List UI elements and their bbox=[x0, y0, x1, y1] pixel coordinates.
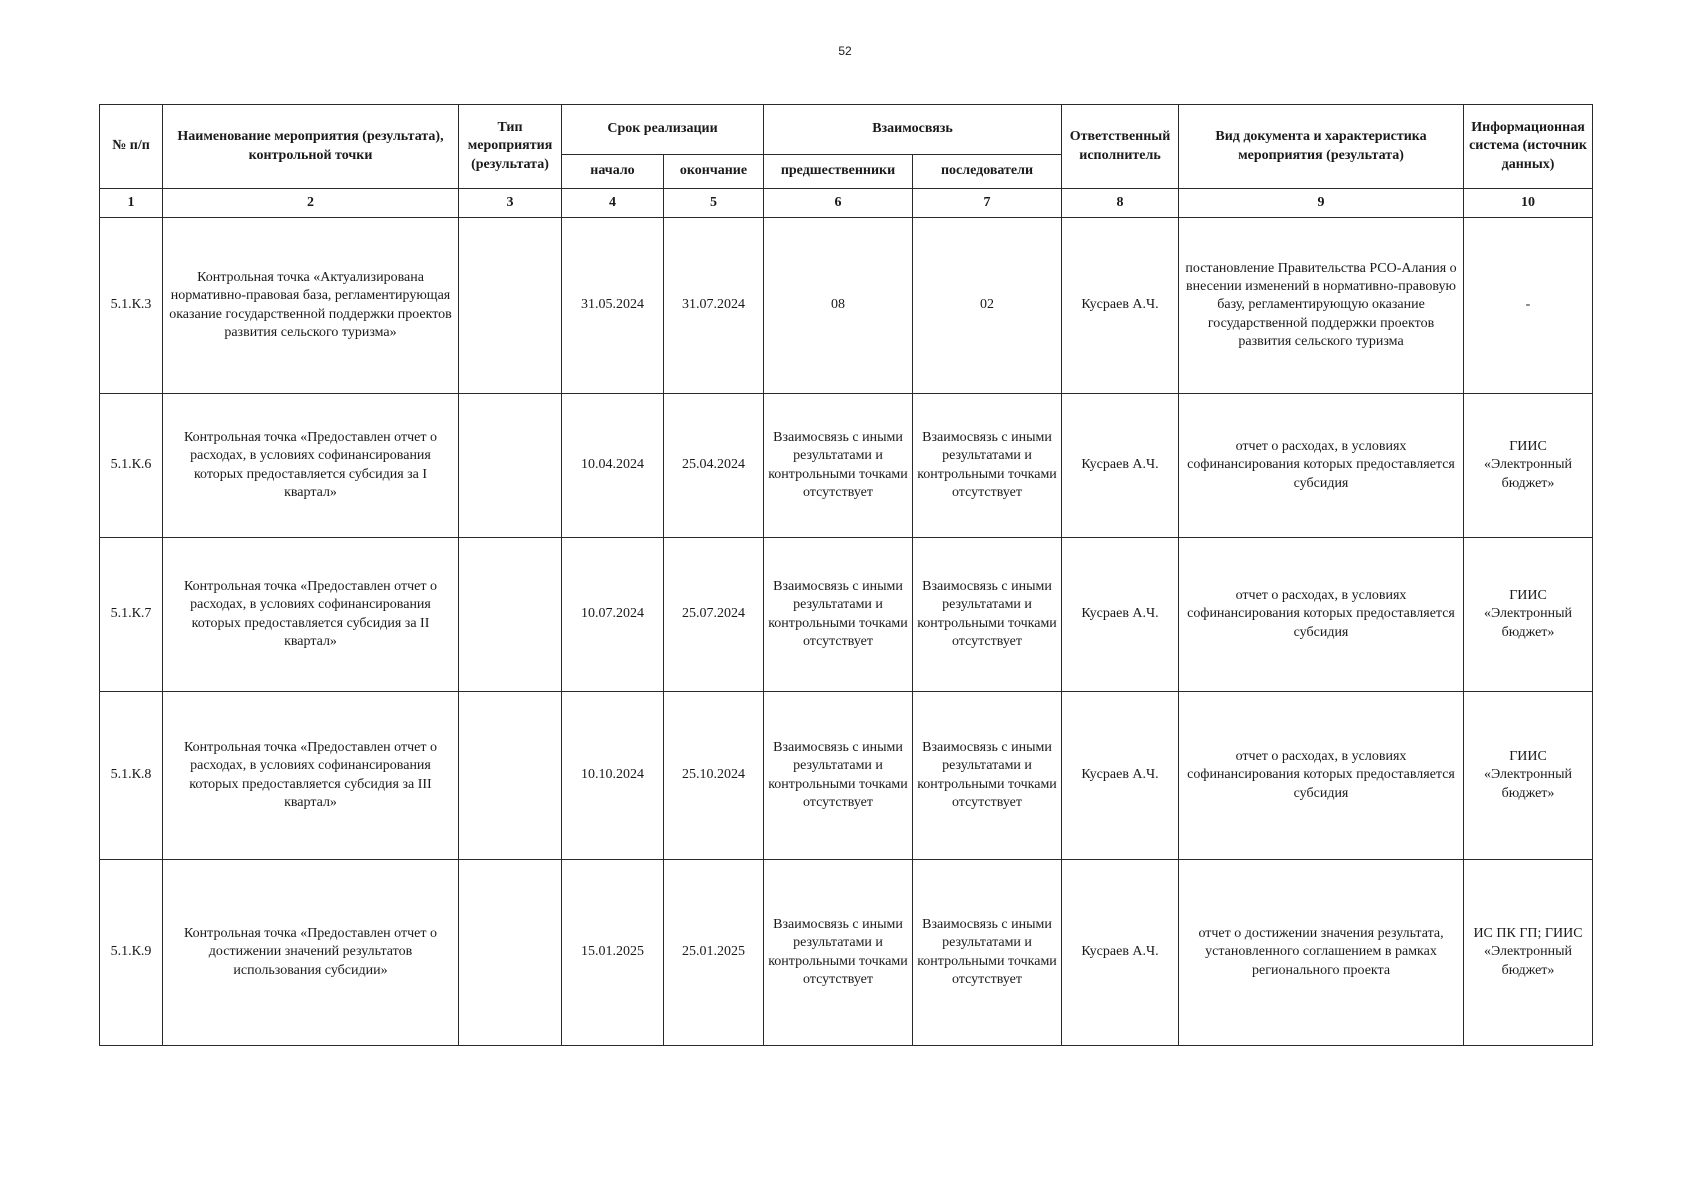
header-period: Срок реализации bbox=[562, 105, 764, 155]
table-header-row bbox=[100, 105, 1593, 155]
header-predecessors: предшественники bbox=[764, 155, 913, 189]
column-number: 5 bbox=[664, 189, 764, 218]
row-end: 25.04.2024 bbox=[664, 394, 764, 538]
row-id: 5.1.К.3 bbox=[100, 218, 163, 394]
row-name: Контрольная точка «Предоставлен отчет о расходах, в условиях софинансирования которых предоставляется субсидия за III квартал» bbox=[163, 692, 459, 860]
row-start: 15.01.2025 bbox=[562, 860, 664, 1046]
column-number-row bbox=[100, 189, 1593, 218]
row-successors: Взаимосвязь с иными результатами и контрольными точками отсутствует bbox=[913, 692, 1062, 860]
header-doc: Вид документа и характеристика мероприятия (результата) bbox=[1179, 105, 1464, 189]
row-responsible: Кусраев А.Ч. bbox=[1062, 538, 1179, 692]
row-type bbox=[459, 692, 562, 860]
header-num: № п/п bbox=[100, 105, 163, 189]
row-name: Контрольная точка «Предоставлен отчет о достижении значений результатов использования субсидии» bbox=[163, 860, 459, 1046]
column-number: 8 bbox=[1062, 189, 1179, 218]
table-row bbox=[100, 860, 1593, 1046]
table-row bbox=[100, 538, 1593, 692]
row-predecessors: Взаимосвязь с иными результатами и контрольными точками отсутствует bbox=[764, 394, 913, 538]
header-end: окончание bbox=[664, 155, 764, 189]
row-end: 25.10.2024 bbox=[664, 692, 764, 860]
row-id: 5.1.К.7 bbox=[100, 538, 163, 692]
row-infosys: ГИИС «Электронный бюджет» bbox=[1464, 394, 1593, 538]
row-start: 31.05.2024 bbox=[562, 218, 664, 394]
row-end: 25.07.2024 bbox=[664, 538, 764, 692]
row-predecessors: Взаимосвязь с иными результатами и контрольными точками отсутствует bbox=[764, 692, 913, 860]
control-points-table bbox=[99, 104, 1593, 1046]
row-doc: отчет о расходах, в условиях софинансирования которых предоставляется субсидия bbox=[1179, 538, 1464, 692]
row-infosys: - bbox=[1464, 218, 1593, 394]
row-predecessors: Взаимосвязь с иными результатами и контрольными точками отсутствует bbox=[764, 538, 913, 692]
header-name: Наименование мероприятия (результата), контрольной точки bbox=[163, 105, 459, 189]
row-doc: постановление Правительства РСО-Алания о внесении изменений в нормативно-правовую базу, регламентирующую оказание государственной поддержки проектов развития сельского туризма bbox=[1179, 218, 1464, 394]
row-name: Контрольная точка «Актуализирована нормативно-правовая база, регламентирующая оказание государственной поддержки проектов развития сельского туризма» bbox=[163, 218, 459, 394]
header-responsible: Ответственный исполнитель bbox=[1062, 105, 1179, 189]
row-end: 25.01.2025 bbox=[664, 860, 764, 1046]
row-successors: Взаимосвязь с иными результатами и контрольными точками отсутствует bbox=[913, 538, 1062, 692]
row-responsible: Кусраев А.Ч. bbox=[1062, 394, 1179, 538]
header-start: начало bbox=[562, 155, 664, 189]
row-infosys: ГИИС «Электронный бюджет» bbox=[1464, 538, 1593, 692]
row-start: 10.04.2024 bbox=[562, 394, 664, 538]
row-responsible: Кусраев А.Ч. bbox=[1062, 692, 1179, 860]
table-row bbox=[100, 394, 1593, 538]
row-successors: Взаимосвязь с иными результатами и контрольными точками отсутствует bbox=[913, 394, 1062, 538]
row-name: Контрольная точка «Предоставлен отчет о расходах, в условиях софинансирования которых предоставляется субсидия за II квартал» bbox=[163, 538, 459, 692]
row-id: 5.1.К.9 bbox=[100, 860, 163, 1046]
row-doc: отчет о расходах, в условиях софинансирования которых предоставляется субсидия bbox=[1179, 692, 1464, 860]
table-row bbox=[100, 218, 1593, 394]
row-end: 31.07.2024 bbox=[664, 218, 764, 394]
row-type bbox=[459, 394, 562, 538]
column-number: 4 bbox=[562, 189, 664, 218]
row-predecessors: Взаимосвязь с иными результатами и контрольными точками отсутствует bbox=[764, 860, 913, 1046]
row-doc: отчет о достижении значения результата, установленного соглашением в рамках регионального проекта bbox=[1179, 860, 1464, 1046]
row-id: 5.1.К.6 bbox=[100, 394, 163, 538]
row-type bbox=[459, 860, 562, 1046]
row-successors: 02 bbox=[913, 218, 1062, 394]
column-number: 7 bbox=[913, 189, 1062, 218]
row-infosys: ГИИС «Электронный бюджет» bbox=[1464, 692, 1593, 860]
row-responsible: Кусраев А.Ч. bbox=[1062, 218, 1179, 394]
column-number: 6 bbox=[764, 189, 913, 218]
column-number: 3 bbox=[459, 189, 562, 218]
column-number: 2 bbox=[163, 189, 459, 218]
row-type bbox=[459, 538, 562, 692]
column-number: 1 bbox=[100, 189, 163, 218]
row-doc: отчет о расходах, в условиях софинансирования которых предоставляется субсидия bbox=[1179, 394, 1464, 538]
row-predecessors: 08 bbox=[764, 218, 913, 394]
row-id: 5.1.К.8 bbox=[100, 692, 163, 860]
row-infosys: ИС ПК ГП; ГИИС «Электронный бюджет» bbox=[1464, 860, 1593, 1046]
row-type bbox=[459, 218, 562, 394]
header-infosys: Информационная система (источник данных) bbox=[1464, 105, 1593, 189]
column-number: 10 bbox=[1464, 189, 1593, 218]
row-responsible: Кусраев А.Ч. bbox=[1062, 860, 1179, 1046]
header-successors: последователи bbox=[913, 155, 1062, 189]
column-number: 9 bbox=[1179, 189, 1464, 218]
row-start: 10.10.2024 bbox=[562, 692, 664, 860]
table-row bbox=[100, 692, 1593, 860]
header-type: Тип мероприятия (результата) bbox=[459, 105, 562, 189]
header-relation: Взаимосвязь bbox=[764, 105, 1062, 155]
row-successors: Взаимосвязь с иными результатами и контрольными точками отсутствует bbox=[913, 860, 1062, 1046]
page-number: 52 bbox=[838, 44, 852, 58]
row-name: Контрольная точка «Предоставлен отчет о расходах, в условиях софинансирования которых предоставляется субсидия за I квартал» bbox=[163, 394, 459, 538]
row-start: 10.07.2024 bbox=[562, 538, 664, 692]
